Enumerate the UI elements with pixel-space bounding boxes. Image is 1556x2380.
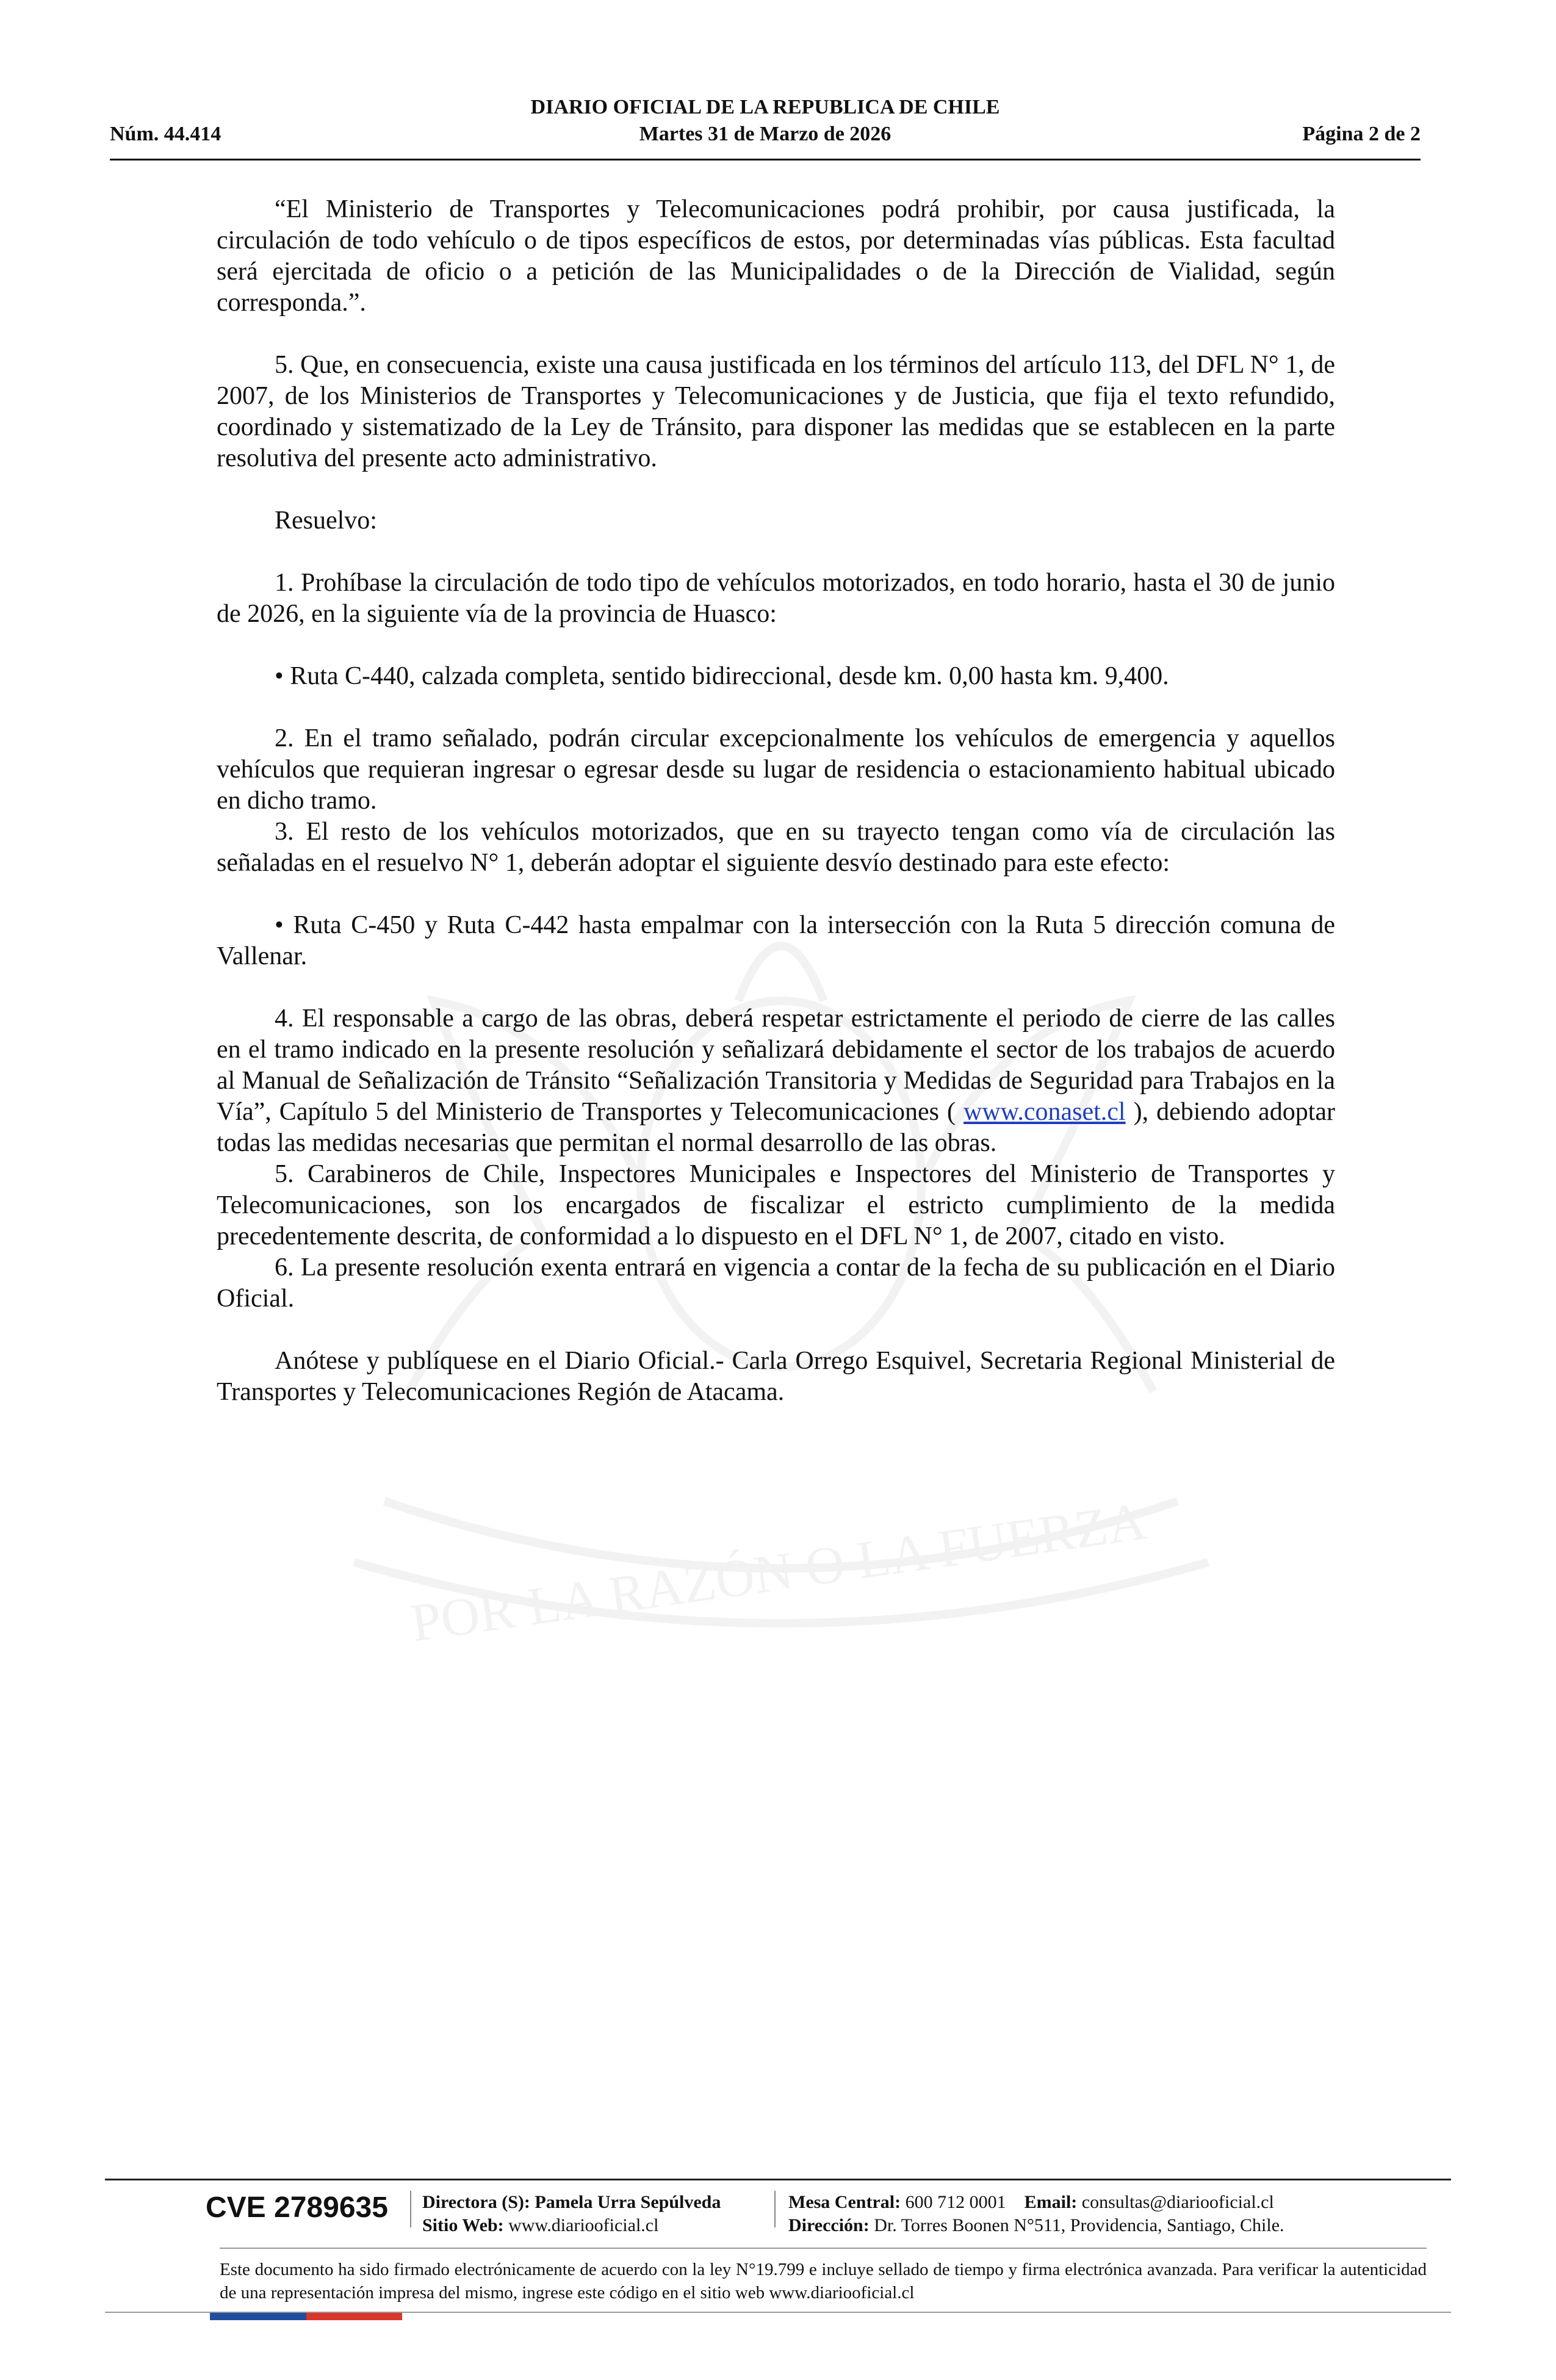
footer-separator bbox=[774, 2191, 776, 2227]
document-body bbox=[217, 194, 1335, 1408]
resuelvo-4-text-a: 4. El responsable a cargo de las obras, deberá respetar estrictamente el periodo de cierre de las calles en el tramo indicado en la presente resolución y señalizará debidamente el sector de los trabajos de acuerdo al Manual de Señalización de Tránsito “Señalización Transitoria y Medidas de Seguridad para Trabajos en la Vía”, Capítulo 5 del Ministerio de Transportes y Telecomunicaciones ( bbox=[217, 1004, 1335, 1126]
paragraph-bullet-detour: • Ruta C-450 y Ruta C-442 hasta empalmar con la intersección con la Ruta 5 dirección comuna de Vallenar. bbox=[217, 911, 1335, 970]
flag-segment bbox=[354, 2313, 402, 2320]
phone-label: Mesa Central: bbox=[788, 2192, 901, 2212]
publication-title: DIARIO OFICIAL DE LA REPUBLICA DE CHILE bbox=[530, 96, 1000, 118]
motto-text: POR LA RAZÓN O LA FUERZA bbox=[407, 1491, 1150, 1654]
phone-value: 600 712 0001 bbox=[905, 2192, 1006, 2212]
email-label: Email: bbox=[1024, 2192, 1078, 2212]
web-label: Sitio Web: bbox=[422, 2215, 504, 2235]
paragraph-considerando-5: 5. Que, en consecuencia, existe una causa justificada en los términos del artículo 113, del DFL N° 1, de 2007, de los Ministerios de Transportes y Telecomunicaciones y de Justicia, que fija el texto refundido, coordinado y sistematizado de la Ley de Tránsito, para disponer las medidas que se establecen en la parte resolutiva del presente acto administrativo. bbox=[217, 351, 1335, 472]
footer-top-rule bbox=[105, 2179, 1451, 2180]
page-header bbox=[110, 95, 1421, 160]
director-label: Directora (S): bbox=[422, 2192, 530, 2212]
resuelvo-4-text-b: ), debiendo adoptar todas las medidas necesarias que permitan el normal desarrollo de las obras. bbox=[217, 1098, 1335, 1157]
publication-date: Martes 31 de Marzo de 2026 bbox=[639, 123, 891, 145]
director-name: Pamela Urra Sepúlveda bbox=[535, 2192, 721, 2212]
page-number: Página 2 de 2 bbox=[1302, 123, 1421, 145]
footer-separator bbox=[410, 2191, 411, 2227]
paragraph-resuelvo-6: 6. La presente resolución exenta entrará en vigencia a contar de la fecha de su publicación en el Diario Oficial. bbox=[217, 1253, 1335, 1313]
paragraph-resuelvo-1: 1. Prohíbase la circulación de todo tipo de vehículos motorizados, en todo horario, hasta el 30 de junio de 2026, en la siguiente vía de la provincia de Huasco: bbox=[217, 569, 1335, 628]
flag-segment bbox=[258, 2313, 306, 2320]
paragraph-resuelvo: Resuelvo: bbox=[275, 507, 377, 535]
paragraph-resuelvo-5: 5. Carabineros de Chile, Inspectores Municipales e Inspectores del Ministerio de Transportes y Telecomunicaciones, son los encargados de fiscalizar el estricto cumplimiento de la medida precedentemente descrita, de conformidad a lo dispuesto en el DFL N° 1, de 2007, citado en visto. bbox=[217, 1160, 1335, 1250]
paragraph-resuelvo-2: 2. En el tramo señalado, podrán circular excepcionalmente los vehículos de emergencia y aquellos vehículos que requieran ingresar o egresar desde su lugar de residencia o estacionamiento habitual ubicado en dicho tramo. bbox=[217, 724, 1335, 815]
footer-middle-rule bbox=[220, 2248, 1427, 2249]
paragraph-resuelvo-3: 3. El resto de los vehículos motorizados, que en su trayecto tengan como vía de circulación las señaladas en el resuelvo N° 1, deberán adoptar el siguiente desvío destinado para este efecto: bbox=[217, 818, 1335, 877]
email-value[interactable]: consultas@diariooficial.cl bbox=[1081, 2192, 1274, 2212]
page-footer bbox=[105, 2179, 1451, 2319]
web-value[interactable]: www.diariooficial.cl bbox=[508, 2215, 659, 2235]
address-label: Dirección: bbox=[788, 2215, 870, 2235]
paragraph-resuelvo-4 bbox=[217, 1003, 1335, 1159]
issue-number: Núm. 44.414 bbox=[110, 123, 222, 145]
footer-legal-notice: Este documento ha sido firmado electrónicamente de acuerdo con la ley N°19.799 e incluye sellado de tiempo y firma electrónica avanzada. Para verificar la autenticidad de una representación impresa del mismo, ingrese este código en el sitio web www.diariooficial.cl bbox=[220, 2260, 1427, 2302]
paragraph-bullet-route: • Ruta C-440, calzada completa, sentido bidireccional, desde km. 0,00 hasta km. 9,400. bbox=[275, 662, 1169, 690]
flag-segment bbox=[306, 2313, 355, 2320]
flag-color-bar bbox=[210, 2313, 402, 2320]
address-value: Dr. Torres Boonen N°511, Providencia, Santiago, Chile. bbox=[874, 2215, 1284, 2235]
cve-code: CVE 2789635 bbox=[206, 2191, 388, 2224]
paragraph-signature: Anótese y publíquese en el Diario Oficial.- Carla Orrego Esquivel, Secretaria Regional Ministerial de Transportes y Telecomunicaciones Región de Atacama. bbox=[217, 1347, 1335, 1406]
paragraph-quote: “El Ministerio de Transportes y Telecomunicaciones podrá prohibir, por causa justificada, la circulación de todo vehículo o de tipos específicos de estos, por determinadas vías públicas. Esta facultad será ejercitada de oficio o a petición de las Municipalidades o de la Dirección de Vialidad, según corresponda.”. bbox=[217, 195, 1335, 317]
footer-contact-block bbox=[788, 2191, 1284, 2237]
flag-segment bbox=[210, 2313, 258, 2320]
footer-director-block bbox=[422, 2191, 721, 2237]
conaset-link[interactable]: www.conaset.cl bbox=[963, 1098, 1126, 1126]
